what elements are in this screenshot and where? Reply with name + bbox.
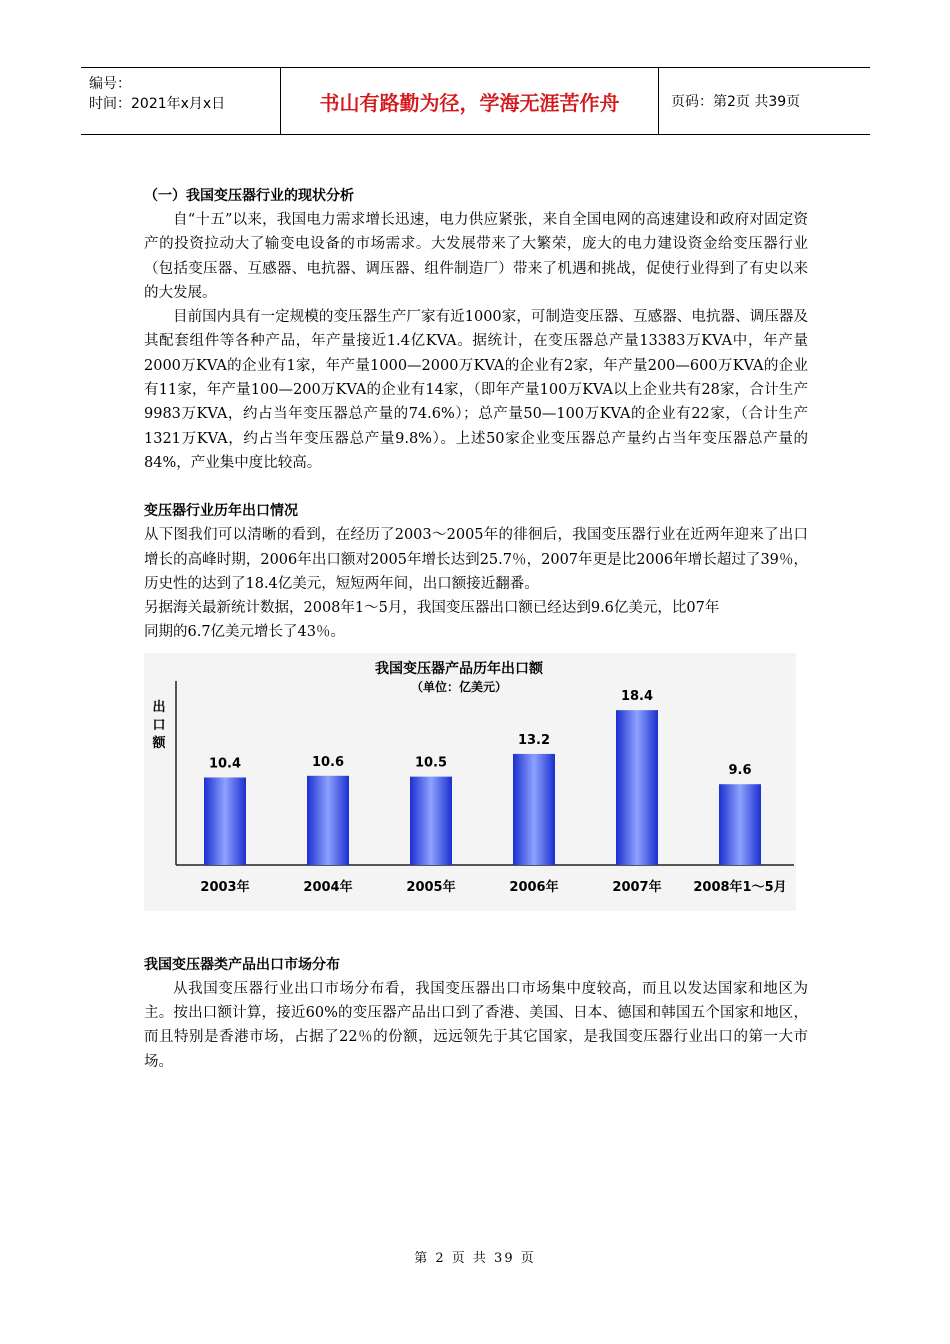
bar-value-label-3: 13.2 [517,732,551,748]
bar-value-label-4: 18.4 [620,688,654,704]
number-label: 编号： [89,76,131,92]
section2-title: 变压器行业历年出口情况 [144,503,298,520]
bar-0 [204,777,246,865]
chart-title: 我国变压器产品历年出口额 [375,660,543,677]
time-label: 时间：2021年x月x日 [89,96,226,112]
section2-paragraph-1: 从下图我们可以清晰的看到，在经历了2003～2005年的徘徊后，我国变压器行业在近两年迎来了出口增长的高峰时期，2006年出口额对2005年增长达到25.7％，2007年更是比2006年增长超过了39％，历史性的达到了18.4亿美元，短短两年间，出口额接近翻番。 [144,527,808,592]
bar-3 [513,754,555,865]
chart-subtitle: （单位：亿美元） [410,679,508,694]
bar-value-label-0: 10.4 [208,756,242,772]
section2-paragraph-2b: 同期的6.7亿美元增长了43％。 [144,624,346,641]
y-label-char-0: 出 [152,699,166,715]
category-label-0: 2003年 [200,879,250,895]
export-bar-chart [144,653,796,911]
bar-5 [719,784,761,865]
section3-title: 我国变压器类产品出口市场分布 [144,956,340,973]
header-motto: 书山有路勤为径，学海无涯苦作舟 [281,68,659,134]
section3-paragraph-1: 从我国变压器行业出口市场分布看，我国变压器出口市场集中度较高，而且以发达国家和地区为主。按出口额计算，接近60%的变压器产品出口到了香港、美国、日本、德国和韩国五个国家和地区，而且特别是香港市场，占据了22％的份额，远远领先于其它国家，是我国变压器行业出口的第一大市场。 [144,980,808,1070]
category-label-3: 2006年 [509,879,559,895]
chart-y-label [151,699,166,751]
bar-value-label-5: 9.6 [728,762,752,778]
category-label-2: 2005年 [406,879,456,895]
bar-value-label-2: 10.5 [414,755,448,771]
section1-paragraph-2: 目前国内具有一定规模的变压器生产厂家有近1000家，可制造变压器、互感器、电抗器、调压器及其配套组件等各种产品，年产量接近1.4亿KVA。据统计，在变压器总产量13383万KVA中，年产量2000万KVA的企业有1家，年产量1000—2000万KVA的企业有2家，年产量200—600万KVA的企业有11家，年产量100—200万KVA的企业有14家，（即年产量100万KVA以上企业共有28家，合计生产9983万KVA，约占当年变压器总产量的74.6%）；总产量50—100万KVA的企业有22家，（合计生产1321万KVA，约占当年变压器总产量9.8%）。上述50家企业变压器总产量约占当年变压器总产量的84%，产业集中度比较高。 [144,309,808,471]
header-page-info: 页码：第2页 共39页 [671,94,801,110]
header-table [81,67,870,135]
category-label-4: 2007年 [612,879,662,895]
category-label-1: 2004年 [303,879,353,895]
page-footer: 第 2 页 共 39 页 [414,1251,536,1266]
document-body [144,184,808,1074]
export-chart [144,653,796,911]
y-label-char-1: 口 [152,717,166,733]
bar-1 [307,776,349,865]
header-left-cell [81,68,281,134]
bar-value-label-1: 10.6 [311,754,345,770]
category-label-5: 2008年1～5月 [693,879,787,895]
bar-2 [410,776,452,864]
y-label-char-2: 额 [152,735,166,751]
section2-paragraph-2a: 另据海关最新统计数据，2008年1～5月，我国变压器出口额已经达到9.6亿美元，比07年 [144,600,720,617]
section1-title: （一）我国变压器行业的现状分析 [144,188,354,204]
bar-4 [616,710,658,865]
section1-paragraph-1: 自“十五”以来，我国电力需求增长迅速，电力供应紧张，来自全国电网的高速建设和政府对固定资产的投资拉动大了输变电设备的市场需求。大发展带来了大繁荣，庞大的电力建设资金给变压器行业（包括变压器、互感器、电抗器、调压器、组件制造厂）带来了机遇和挑战，促使行业得到了有史以来的大发展。 [144,212,808,301]
